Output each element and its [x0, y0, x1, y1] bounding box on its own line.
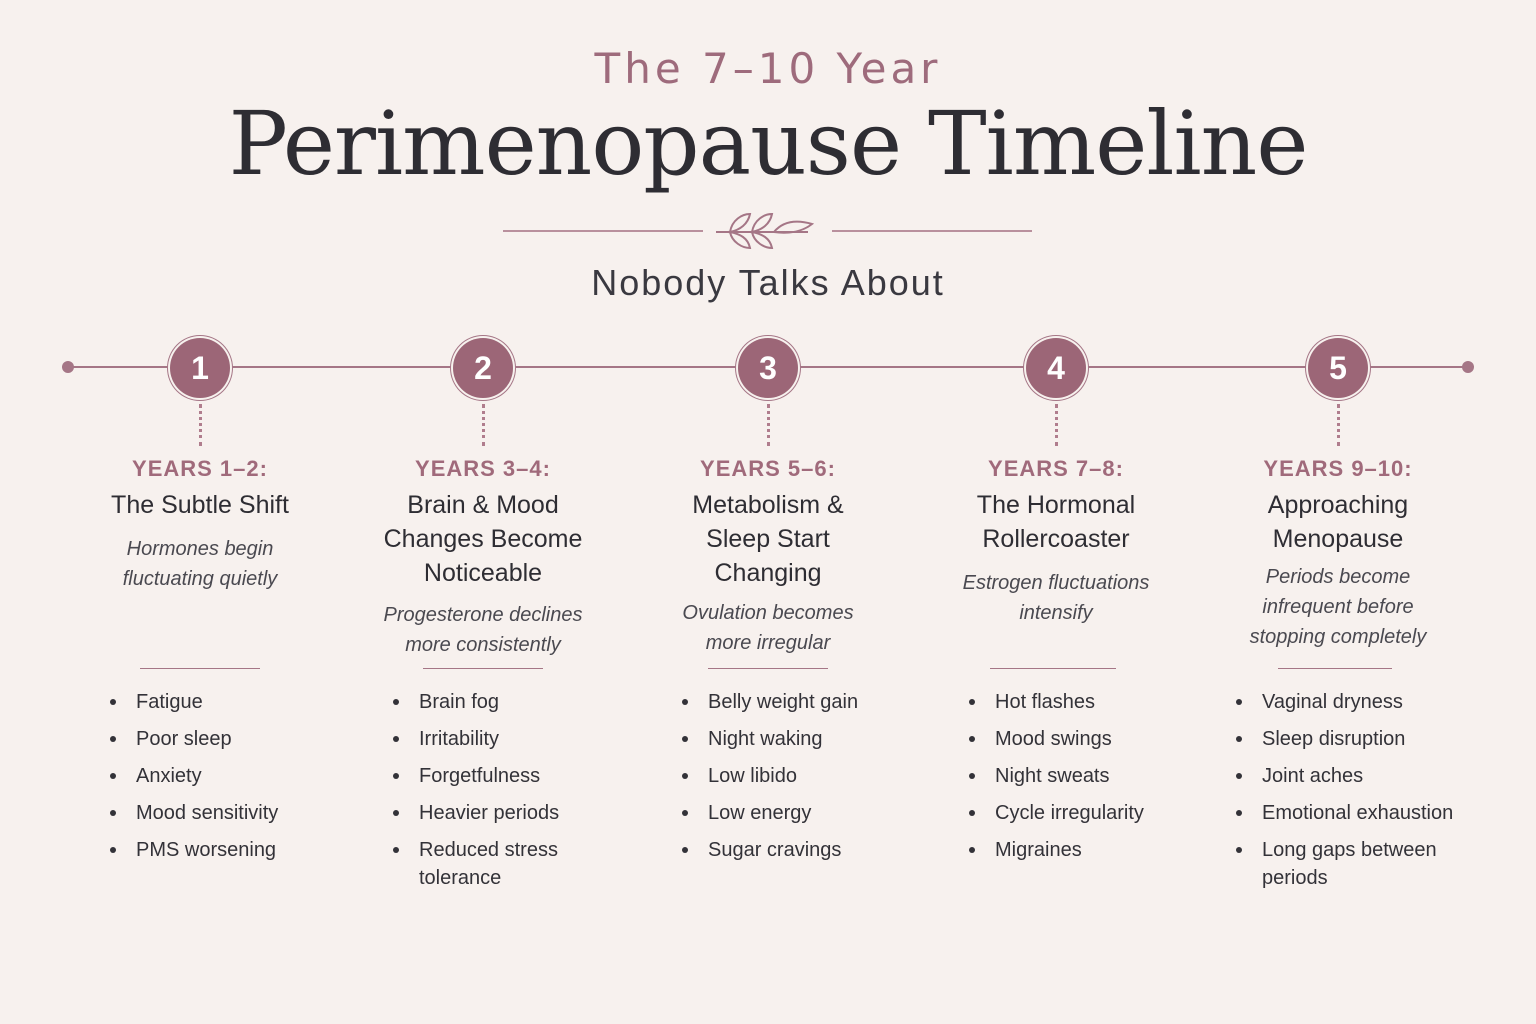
- dotted-connector: [1055, 404, 1058, 446]
- symptom-item: Brain fog: [393, 688, 649, 716]
- symptom-list: [110, 688, 366, 873]
- stage-description: Ovulation becomes more irregular: [682, 602, 854, 654]
- stage-4: [916, 338, 1196, 938]
- stage-description: Periods become infrequent before stopping completely: [1249, 566, 1427, 648]
- stage-title: Approaching Menopause: [1267, 491, 1409, 553]
- symptom-item: Night sweats: [969, 762, 1225, 790]
- stage-years-label: YEARS 1–2:: [132, 456, 268, 481]
- symptom-item: Emotional exhaustion: [1236, 799, 1492, 827]
- page-title: Perimenopause Timeline: [228, 92, 1308, 195]
- stage-title: Metabolism & Sleep Start Changing: [692, 491, 844, 587]
- title-divider-right: [832, 230, 1032, 232]
- stage-years-label: YEARS 9–10:: [1263, 456, 1413, 481]
- stage-description: Hormones begin fluctuating quietly: [122, 538, 278, 590]
- symptom-item: Fatigue: [110, 688, 366, 716]
- symptom-item: Mood swings: [969, 725, 1225, 753]
- symptom-item: Low energy: [682, 799, 938, 827]
- symptom-item: Belly weight gain: [682, 688, 938, 716]
- stage-divider: [140, 668, 260, 669]
- symptom-item: Sleep disruption: [1236, 725, 1492, 753]
- stage-years-label: YEARS 5–6:: [700, 456, 836, 481]
- stage-number-marker: 5: [1308, 338, 1368, 398]
- title-divider-left: [503, 230, 703, 232]
- symptom-item: Migraines: [969, 836, 1225, 864]
- symptom-item: Reduced stress tolerance: [393, 836, 569, 892]
- symptom-item: Vaginal dryness: [1236, 688, 1492, 716]
- dotted-connector: [767, 404, 770, 446]
- subtitle: Nobody Talks About: [591, 262, 945, 303]
- stage-divider: [1278, 668, 1392, 669]
- symptom-item: Low libido: [682, 762, 938, 790]
- stage-years-label: YEARS 7–8:: [988, 456, 1124, 481]
- symptom-list: [969, 688, 1225, 873]
- stage-divider: [990, 668, 1116, 669]
- symptom-item: Cycle irregularity: [969, 799, 1225, 827]
- stage-2: [343, 338, 623, 938]
- symptom-list: [393, 688, 649, 901]
- symptom-item: Hot flashes: [969, 688, 1225, 716]
- stage-description: Progesterone declines more consistently: [383, 604, 583, 656]
- leaf-sprig-icon: [712, 208, 822, 252]
- stage-number-marker: 4: [1026, 338, 1086, 398]
- symptom-item: Anxiety: [110, 762, 366, 790]
- symptom-item: Mood sensitivity: [110, 799, 366, 827]
- symptom-item: Sugar cravings: [682, 836, 938, 864]
- stage-5: [1198, 338, 1478, 938]
- stage-3: [628, 338, 908, 938]
- stage-divider: [708, 668, 828, 669]
- symptom-item: Forgetfulness: [393, 762, 649, 790]
- stage-description: Estrogen fluctuations intensify: [962, 572, 1150, 624]
- dotted-connector: [199, 404, 202, 446]
- symptom-list: [682, 688, 938, 873]
- dotted-connector: [1337, 404, 1340, 446]
- symptom-list: [1236, 688, 1492, 901]
- stage-title: The Subtle Shift: [111, 491, 289, 519]
- symptom-item: Night waking: [682, 725, 938, 753]
- stage-number-marker: 1: [170, 338, 230, 398]
- stage-title: The Hormonal Rollercoaster: [976, 491, 1136, 553]
- symptom-item: Irritability: [393, 725, 649, 753]
- stage-years-label: YEARS 3–4:: [415, 456, 551, 481]
- stage-divider: [423, 668, 543, 669]
- symptom-item: Poor sleep: [110, 725, 366, 753]
- symptom-item: Long gaps between periods: [1236, 836, 1452, 892]
- symptom-item: Joint aches: [1236, 762, 1492, 790]
- supertitle: The 7–10 Year: [594, 44, 942, 93]
- symptom-item: PMS worsening: [110, 836, 366, 864]
- stage-number-marker: 2: [453, 338, 513, 398]
- stage-title: Brain & Mood Changes Become Noticeable: [383, 491, 583, 587]
- dotted-connector: [482, 404, 485, 446]
- symptom-item: Heavier periods: [393, 799, 649, 827]
- stage-1: [60, 338, 340, 938]
- stage-number-marker: 3: [738, 338, 798, 398]
